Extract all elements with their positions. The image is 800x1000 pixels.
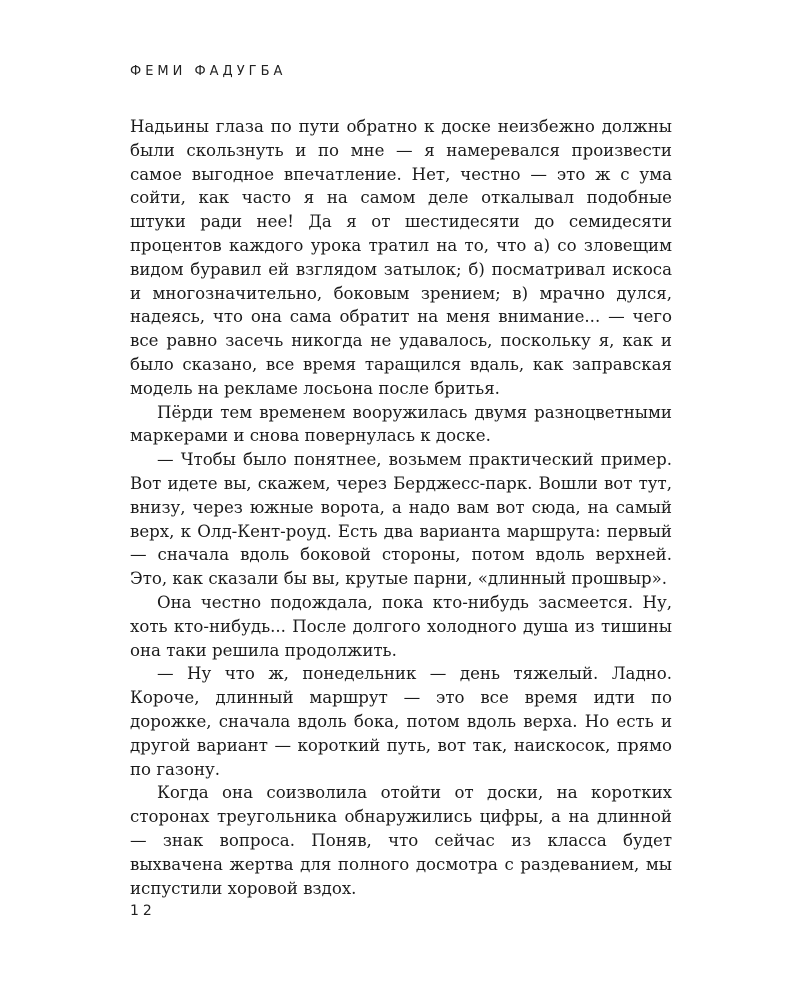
paragraph-3: — Чтобы было понятнее, возьмем практический пример. Вот идете вы, скажем, через Берджесс-парк. Вошли вот тут, внизу, через южные ворота, а надо вам вот сюда, на самый верх, к Олд-Кент-роуд. Есть два варианта маршрута: первый — сначала вдоль боковой стороны, потом вдоль верхней. Это, как сказали бы вы, крутые парни, «длинный прошвыр». (130, 450, 672, 589)
paragraph-2: Пёрди тем временем вооружилась двумя разноцветными маркерами и снова повернулась к доске. (130, 402, 672, 446)
paragraph-6: Когда она соизволила отойти от доски, на коротких сторонах треугольника обнаружились цифры, а на длинной — знак вопроса. Поняв, что сейчас из класса будет выхвачена жертва для полного досмотра с раздеванием, мы испустили хоровой вздох. (130, 783, 672, 898)
page-number: 12 (130, 903, 156, 919)
paragraph-1: Надьины глаза по пути обратно к доске неизбежно должны были скользнуть и по мне — я намеревался произвести самое выгодное впечатление. Нет, честно — это ж с ума сойти, как часто я на самом деле откалывал подобные штуки ради нее! Да я от шестидесяти до семидесяти процентов каждого урока тратил на то, что а) со зловещим видом буравил ей взглядом затылок; б) посматривал искоса и многозначительно, боковым зрением; в) мрачно дулся, надеясь, что она сама обратит на меня внимание... — чего все равно засечь никогда не удавалось, поскольку я, как и было сказано, все время таращился вдаль, как заправская модель на рекламе лосьона после бритья. (130, 117, 672, 398)
paragraph-5: — Ну что ж, понедельник — день тяжелый. Ладно. Короче, длинный маршрут — это все время идти по дорожке, сначала вдоль бока, потом вдоль верха. Но есть и другой вариант — короткий путь, вот так, наискосок, прямо по газону. (130, 664, 672, 779)
paragraph-4: Она честно подождала, пока кто-нибудь засмеется. Ну, хоть кто-нибудь... После долгого холодного душа из тишины она таки решила продолжить. (130, 592, 672, 660)
body-text (130, 115, 672, 900)
running-head-author: ФЕМИ ФАДУГБА (130, 64, 287, 79)
